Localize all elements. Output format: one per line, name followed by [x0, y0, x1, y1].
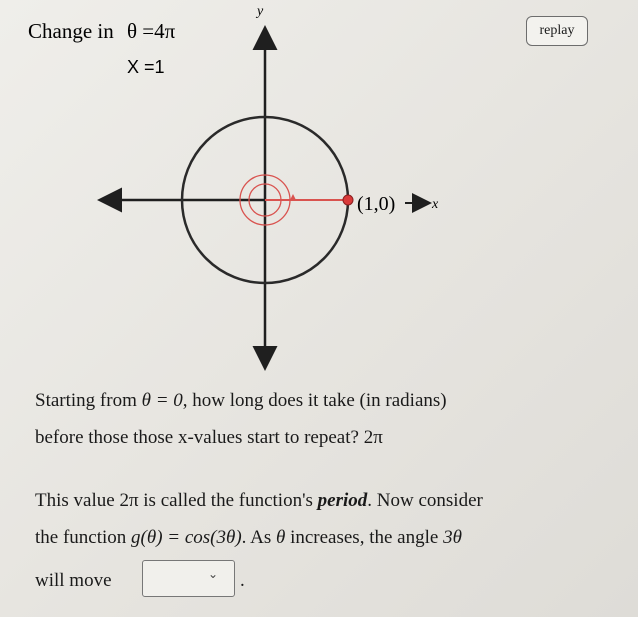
replay-button[interactable]: replay — [526, 16, 588, 46]
line4-formula: g(θ) = cos(3θ) — [131, 527, 242, 548]
change-label: Change in — [28, 19, 114, 43]
line1-prefix: Starting from — [35, 390, 137, 411]
line4-prefix: the function — [35, 527, 127, 548]
question-line-3 — [35, 490, 483, 512]
line3-value: 2π — [119, 490, 139, 511]
line3-suffix: . Now consider — [367, 490, 483, 511]
question-line-4 — [35, 527, 462, 549]
line4-suffix: increases, the angle — [290, 527, 439, 548]
question-line-2 — [35, 427, 383, 449]
chevron-down-icon: ⌄ — [207, 567, 218, 581]
direction-dropdown[interactable] — [142, 560, 235, 597]
point-label: (1,0) — [357, 193, 396, 215]
line4-angle: 3θ — [443, 527, 462, 548]
theta-label: θ =4π — [127, 19, 176, 43]
line5-prefix: will move — [35, 570, 112, 591]
y-axis-label: y — [257, 4, 264, 19]
question-line-1 — [35, 390, 447, 412]
line3-mid: is called the function's — [143, 490, 313, 511]
line3-prefix: This value — [35, 490, 115, 511]
line1-suffix: , how long does it take (in radians) — [182, 390, 447, 411]
line5-suffix: . — [240, 570, 245, 591]
period-term: period — [317, 490, 368, 511]
x-axis-label: x — [432, 197, 439, 212]
line2-answer: 2π — [363, 427, 383, 448]
x-value-label: X =1 — [127, 57, 165, 77]
spiral-arrow-icon — [290, 194, 296, 200]
line1-theta: θ = 0 — [141, 390, 183, 411]
point-1-0 — [343, 195, 353, 205]
line4-mid: . As — [241, 527, 272, 548]
line2-text: before those those x-values start to repeat? — [35, 427, 359, 448]
line4-theta: θ — [275, 527, 286, 548]
